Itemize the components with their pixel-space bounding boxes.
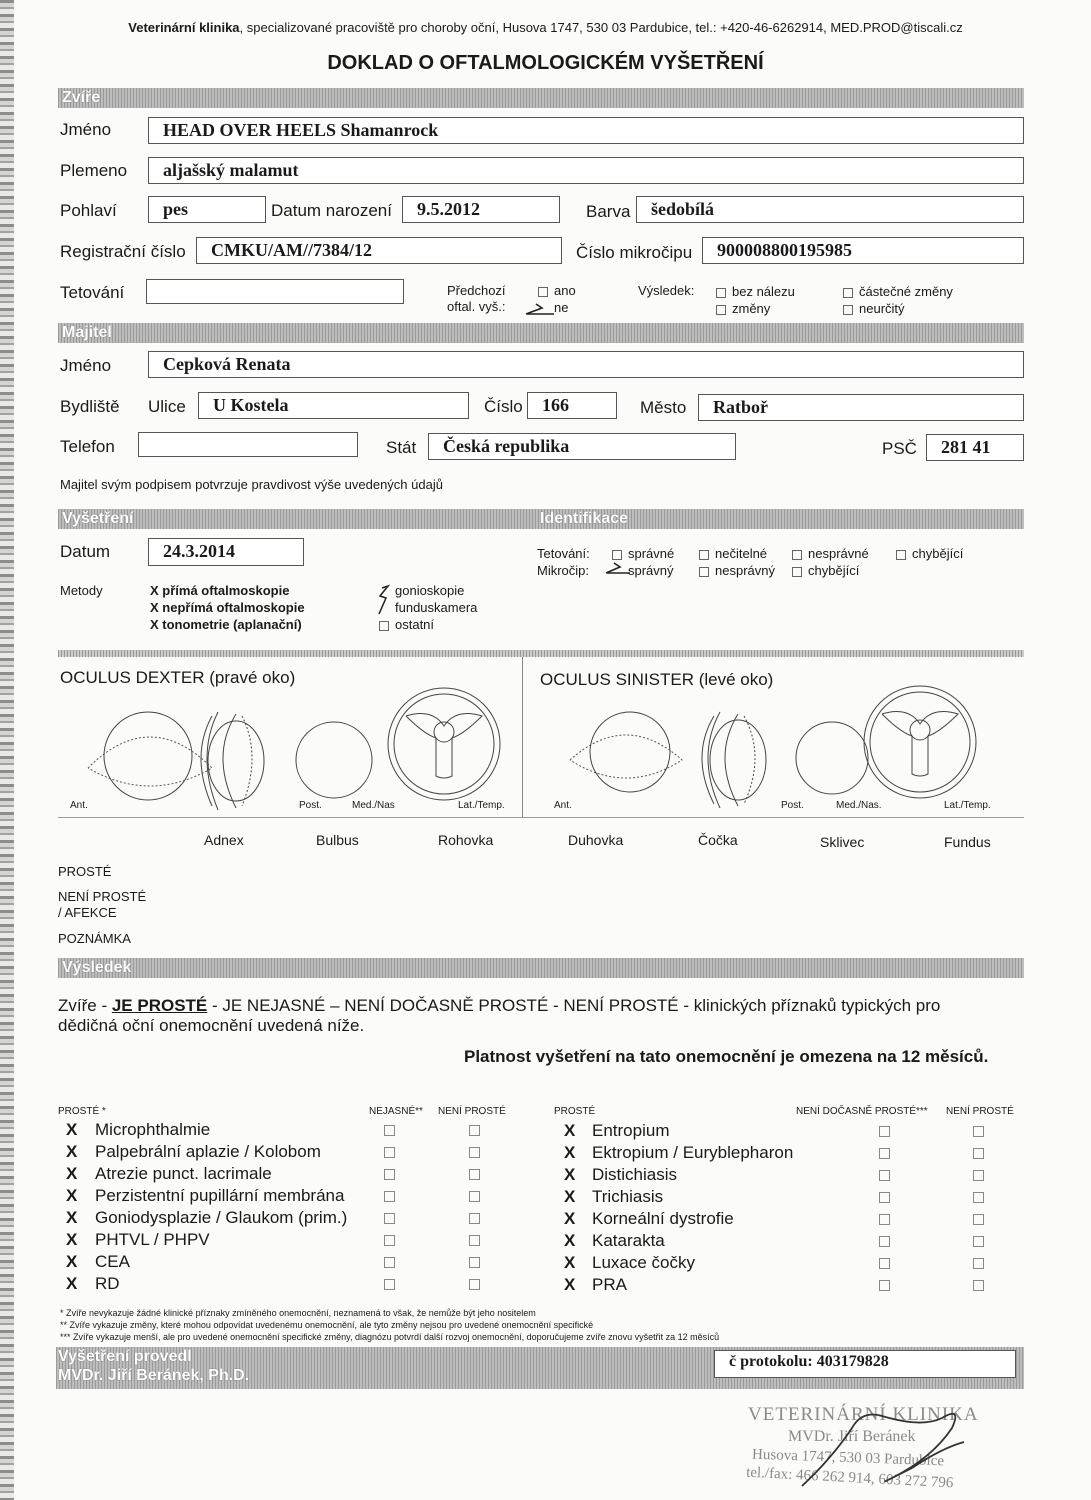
number-label: Číslo [484, 397, 523, 416]
ident-tattoo-correct-label: správné [628, 546, 675, 561]
dob-label: Datum narození [271, 201, 392, 220]
city-field[interactable]: Ratboř [698, 394, 1024, 421]
disease-checkbox[interactable] [879, 1214, 890, 1225]
disease-trichiasis: Trichiasis [592, 1187, 664, 1206]
ident-chip-incorrect[interactable] [699, 563, 775, 578]
method-other[interactable] [379, 617, 434, 632]
exam-date-label: Datum [60, 542, 111, 561]
result-uncertain[interactable] [843, 301, 905, 316]
reg-field[interactable]: CMKU/AM//7384/12 [196, 237, 562, 264]
ident-tattoo-correct[interactable] [612, 546, 674, 561]
owner-name-field[interactable]: Cepková Renata [148, 351, 1024, 378]
disease-checkbox[interactable] [879, 1280, 890, 1291]
od-lens [201, 712, 264, 810]
disease-mark: X [66, 1142, 78, 1161]
performed-by-label: Vyšetření provedl [58, 1348, 192, 1365]
chip-label: Číslo mikročipu [576, 243, 693, 262]
disease-glaucoma: Goniodysplazie / Glaukom (prim.) [95, 1208, 348, 1227]
left-col-clear-header: PROSTÉ * [58, 1106, 106, 1117]
ident-chip-missing[interactable] [792, 563, 859, 578]
disease-mark: X [564, 1121, 576, 1140]
result-clear[interactable] [716, 284, 795, 299]
section-ident-title: Identifikace [540, 510, 629, 527]
number-field[interactable]: 166 [527, 392, 617, 419]
col-cornea: Rohovka [438, 832, 494, 848]
checkmark-icon [524, 299, 558, 317]
disease-mark: X [66, 1120, 78, 1139]
disease-checkbox[interactable] [879, 1170, 890, 1181]
animal-name-label: Jméno [60, 120, 112, 139]
stamp-line-1: VETERINÁRNÍ KLINIKA [748, 1404, 979, 1425]
eyes-bottom-line [58, 817, 1024, 818]
disease-checkbox[interactable] [384, 1279, 395, 1290]
owner-note: Majitel svým podpisem potvrzuje pravdivost výše uvedených údajů [60, 477, 443, 492]
ident-tattoo-illegible[interactable] [699, 546, 767, 561]
disease-mark: X [564, 1209, 576, 1228]
result-clear-label: bez nálezu [732, 284, 795, 299]
ident-chip-label: Mikročip: [537, 563, 590, 578]
dob-field[interactable]: 9.5.2012 [402, 196, 560, 223]
col-vitreous: Sklivec [820, 834, 865, 850]
disease-mark: X [564, 1165, 576, 1184]
section-result-title: Výsledek [62, 959, 132, 976]
disease-checkbox[interactable] [973, 1148, 984, 1159]
prev-result-label: Výsledek: [638, 283, 695, 298]
os-ant-label: Ant. [554, 800, 572, 811]
od-anterior-eye [88, 712, 212, 800]
footnote-2: ** Zvíře vykazuje změny, které mohou odpovídat uvedenému onemocnění, ale tyto změny nejsou pro uvedené onemocnění specifické [60, 1320, 594, 1330]
tattoo-label: Tetování [60, 283, 125, 302]
ident-tattoo-incorrect-label: nesprávné [808, 546, 869, 561]
col-bulbus: Bulbus [316, 832, 359, 848]
left-col-notclear-header: NENÍ PROSTÉ [438, 1106, 506, 1117]
disease-mark: X [66, 1164, 78, 1183]
disease-mark: X [66, 1252, 78, 1271]
result-uncertain-label: neurčitý [859, 301, 905, 316]
sex-label: Pohlaví [60, 201, 117, 220]
disease-distichiasis: Distichiasis [592, 1165, 678, 1184]
eyes-divider [58, 650, 1024, 657]
zip-field[interactable]: 281 41 [926, 434, 1024, 461]
od-post-label: Post. [299, 800, 322, 811]
disease-checkbox[interactable] [879, 1236, 890, 1247]
prev-exam-label-2: oftal. vyš.: [447, 299, 506, 314]
disease-punct-atresia: Atrezie punct. lacrimale [95, 1164, 272, 1183]
od-posterior-eye [296, 722, 372, 798]
section-animal [58, 88, 1024, 108]
disease-checkbox[interactable] [469, 1279, 480, 1290]
zip-label: PSČ [882, 439, 917, 458]
section-owner-title: Majitel [62, 324, 112, 341]
country-label: Stát [386, 438, 417, 457]
disease-checkbox[interactable] [973, 1126, 984, 1137]
disease-checkbox[interactable] [384, 1125, 395, 1136]
col-iris: Duhovka [568, 832, 624, 848]
od-fundus [388, 688, 500, 800]
result-options: - JE NEJASNÉ – NENÍ DOČASNĚ PROSTÉ - NENÍ PROSTÉ - klinických příznaků typických pro [207, 996, 941, 1015]
stamp-line-3: Husova 1747, 530 03 Pardubice [751, 1446, 945, 1470]
os-posterior-eye [796, 722, 868, 794]
disease-checkbox[interactable] [973, 1258, 984, 1269]
disease-palpebral-aplasia: Palpebrální aplazie / Kolobom [95, 1142, 321, 1161]
footnote-3: *** Zvíře vykazuje menší, ale pro uvedené onemocnění specifické změny, diagnózu potvrdí další rozvoj onemocnění, doporučujeme zvíře znovu vyšetřit za 12 měsíců [60, 1332, 720, 1342]
tattoo-field[interactable] [146, 279, 404, 304]
footnote-1: * Zvíře nevykazuje žádné klinické příznaky zmíněného onemocnění, neznamená to však, že nemůže být jeho nositelem [60, 1308, 536, 1318]
disease-lens-luxation: Luxace čočky [592, 1253, 695, 1272]
street-field[interactable]: U Kostela [198, 392, 469, 419]
phone-label: Telefon [60, 437, 115, 456]
disease-checkbox[interactable] [469, 1213, 480, 1224]
breed-label: Plemeno [60, 161, 128, 180]
disease-rd: RD [95, 1274, 120, 1293]
result-partial[interactable] [843, 284, 953, 299]
disease-mark: X [66, 1274, 78, 1293]
col-adnex: Adnex [204, 832, 244, 848]
method-direct: X přímá oftalmoskopie [150, 583, 290, 598]
chip-field[interactable]: 900008800195985 [702, 237, 1024, 264]
checkmark-icon [604, 560, 634, 578]
os-fundus [864, 686, 976, 798]
disease-checkbox[interactable] [973, 1236, 984, 1247]
ident-chip-correct-label: správný [628, 563, 674, 578]
protocol-number: č protokolu: 403179828 [714, 1350, 1016, 1378]
checkmark-icon [374, 584, 394, 618]
od-ant-label: Ant. [70, 800, 88, 811]
disease-ppm: Perzistentní pupillární membrána [95, 1186, 345, 1205]
od-title: OCULUS DEXTER (pravé oko) [60, 668, 296, 687]
disease-checkbox[interactable] [384, 1235, 395, 1246]
disease-mark: X [564, 1187, 576, 1206]
od-lat-label: Lat./Temp. [458, 800, 505, 811]
disease-phtvl: PHTVL / PHPV [95, 1230, 210, 1249]
row-not-clear: NENÍ PROSTÉ [58, 889, 147, 904]
section-result [58, 958, 1024, 978]
disease-checkbox[interactable] [469, 1235, 480, 1246]
section-exam [58, 509, 1024, 529]
ident-tattoo-missing[interactable] [896, 546, 963, 561]
methods-label: Metody [60, 583, 103, 598]
disease-checkbox[interactable] [384, 1169, 395, 1180]
color-field[interactable]: šedobílá [636, 196, 1024, 223]
disease-checkbox[interactable] [879, 1148, 890, 1159]
disease-mark: X [66, 1186, 78, 1205]
ident-tattoo-label: Tetování: [537, 546, 590, 561]
os-anterior-eye [570, 712, 682, 792]
disease-checkbox[interactable] [973, 1280, 984, 1291]
exam-date-field[interactable]: 24.3.2014 [148, 538, 304, 566]
city-label: Město [640, 398, 687, 417]
od-med-label: Med./Nas [352, 800, 395, 811]
disease-microphthalmia: Microphthalmie [95, 1120, 211, 1139]
disease-checkbox[interactable] [384, 1147, 395, 1158]
disease-mark: X [564, 1275, 576, 1294]
disease-corneal-dystrophy: Korneální dystrofie [592, 1209, 734, 1228]
ident-chip-correct[interactable] [628, 563, 674, 578]
right-col-notclear-header: NENÍ PROSTÉ [946, 1106, 1014, 1117]
vet-name: MVDr. Jiří Beránek, Ph.D. [58, 1367, 250, 1384]
address-label: Bydliště [60, 397, 120, 416]
os-eye-diagram [540, 676, 1020, 816]
disease-checkbox[interactable] [973, 1192, 984, 1203]
disease-mark: X [564, 1143, 576, 1162]
ident-tattoo-incorrect[interactable] [792, 546, 869, 561]
disease-mark: X [66, 1208, 78, 1227]
disease-checkbox[interactable] [469, 1257, 480, 1268]
disease-checkbox[interactable] [973, 1170, 984, 1181]
method-other-label: ostatní [395, 617, 435, 632]
result-partial-label: částečné změny [859, 284, 953, 299]
method-funduscam: funduskamera [395, 600, 478, 615]
disease-checkbox[interactable] [384, 1257, 395, 1268]
os-lens [702, 712, 766, 808]
breed-field[interactable]: aljašský malamut [148, 157, 1024, 184]
os-title: OCULUS SINISTER (levé oko) [540, 670, 774, 689]
country-field[interactable]: Česká republika [428, 433, 736, 460]
disease-checkbox[interactable] [973, 1214, 984, 1225]
od-eye-diagram [60, 676, 520, 816]
result-statement-2: dědičná oční onemocnění uvedená níže. [58, 1016, 365, 1035]
disease-entropium: Entropium [592, 1121, 670, 1140]
prev-exam-yes-label: ano [554, 283, 576, 298]
disease-pra: PRA [592, 1275, 627, 1294]
section-owner [58, 323, 1024, 343]
col-lens: Čočka [698, 832, 738, 848]
os-med-label: Med./Nas. [836, 800, 882, 811]
os-post-label: Post. [781, 800, 804, 811]
prev-exam-yes[interactable] [538, 283, 576, 298]
disease-checkbox[interactable] [879, 1126, 890, 1137]
clinic-header [0, 20, 1091, 35]
disease-checkbox[interactable] [384, 1191, 395, 1202]
disease-checkbox[interactable] [469, 1191, 480, 1202]
method-gonioscopy: gonioskopie [395, 583, 465, 598]
animal-name-field[interactable]: HEAD OVER HEELS Shamanrock [148, 117, 1024, 144]
ident-chip-incorrect-label: nesprávný [715, 563, 775, 578]
result-changes[interactable] [716, 301, 770, 316]
disease-checkbox[interactable] [384, 1213, 395, 1224]
ident-chip-missing-label: chybějící [808, 563, 860, 578]
row-affection: / AFEKCE [58, 905, 117, 920]
os-lat-label: Lat./Temp. [944, 800, 991, 811]
owner-name-label: Jméno [60, 356, 112, 375]
left-col-unclear-header: NEJASNÉ** [369, 1106, 423, 1117]
disease-mark: X [564, 1231, 576, 1250]
right-col-temp-header: NENÍ DOČASNĚ PROSTÉ*** [796, 1106, 928, 1117]
stamp-line-2: MVDr. Jiří Beránek [788, 1428, 916, 1445]
disease-ektropium: Ektropium / Euryblepharon [592, 1143, 794, 1162]
prev-exam-label-1: Předchozí [447, 283, 506, 298]
row-clear: PROSTÉ [58, 864, 112, 879]
result-selected: JE PROSTÉ [111, 996, 208, 1015]
clinic-name: Veterinární klinika [128, 20, 240, 35]
section-exam-title: Vyšetření [62, 510, 134, 527]
disease-checkbox[interactable] [879, 1258, 890, 1269]
reg-label: Registrační číslo [60, 242, 186, 261]
color-label: Barva [586, 202, 631, 221]
disease-cataract: Katarakta [592, 1231, 665, 1250]
section-animal-title: Zvíře [62, 89, 101, 106]
ident-tattoo-missing-label: chybějící [912, 546, 964, 561]
disease-cea: CEA [95, 1252, 130, 1271]
scan-edge [0, 0, 14, 1500]
clinic-info: , specializované pracoviště pro choroby oční, Husova 1747, 530 03 Pardubice, tel.: +420-46-6262914, MED.PROD@tiscali.cz [239, 20, 963, 35]
street-label: Ulice [148, 397, 186, 416]
result-statement [58, 996, 940, 1016]
disease-mark: X [564, 1253, 576, 1272]
disease-checkbox[interactable] [469, 1125, 480, 1136]
ident-tattoo-illegible-label: nečitelné [715, 546, 768, 561]
phone-field[interactable] [138, 432, 358, 457]
validity-note: Platnost vyšetření na tato onemocnění je omezena na 12 měsíců. [464, 1047, 989, 1066]
prev-exam-no-label: ne [554, 300, 569, 315]
sex-field[interactable]: pes [148, 196, 266, 223]
stamp-line-4: tel./fax: 466 262 914, 603 272 796 [745, 1464, 954, 1492]
method-indirect: X nepřímá oftalmoskopie [150, 600, 305, 615]
signature-icon [792, 1398, 972, 1498]
result-prefix: Zvíře - [58, 996, 112, 1015]
col-fundus: Fundus [944, 834, 991, 850]
disease-checkbox[interactable] [469, 1147, 480, 1158]
document-title: DOKLAD O OFTALMOLOGICKÉM VYŠETŘENÍ [327, 52, 764, 74]
eyes-split-line [522, 657, 523, 817]
disease-checkbox[interactable] [879, 1192, 890, 1203]
disease-mark: X [66, 1230, 78, 1249]
method-tonometry: X tonometrie (aplanační) [150, 617, 302, 632]
row-note: POZNÁMKA [58, 931, 131, 946]
result-changes-label: změny [732, 301, 771, 316]
right-col-clear-header: PROSTÉ [554, 1106, 596, 1117]
disease-checkbox[interactable] [469, 1169, 480, 1180]
